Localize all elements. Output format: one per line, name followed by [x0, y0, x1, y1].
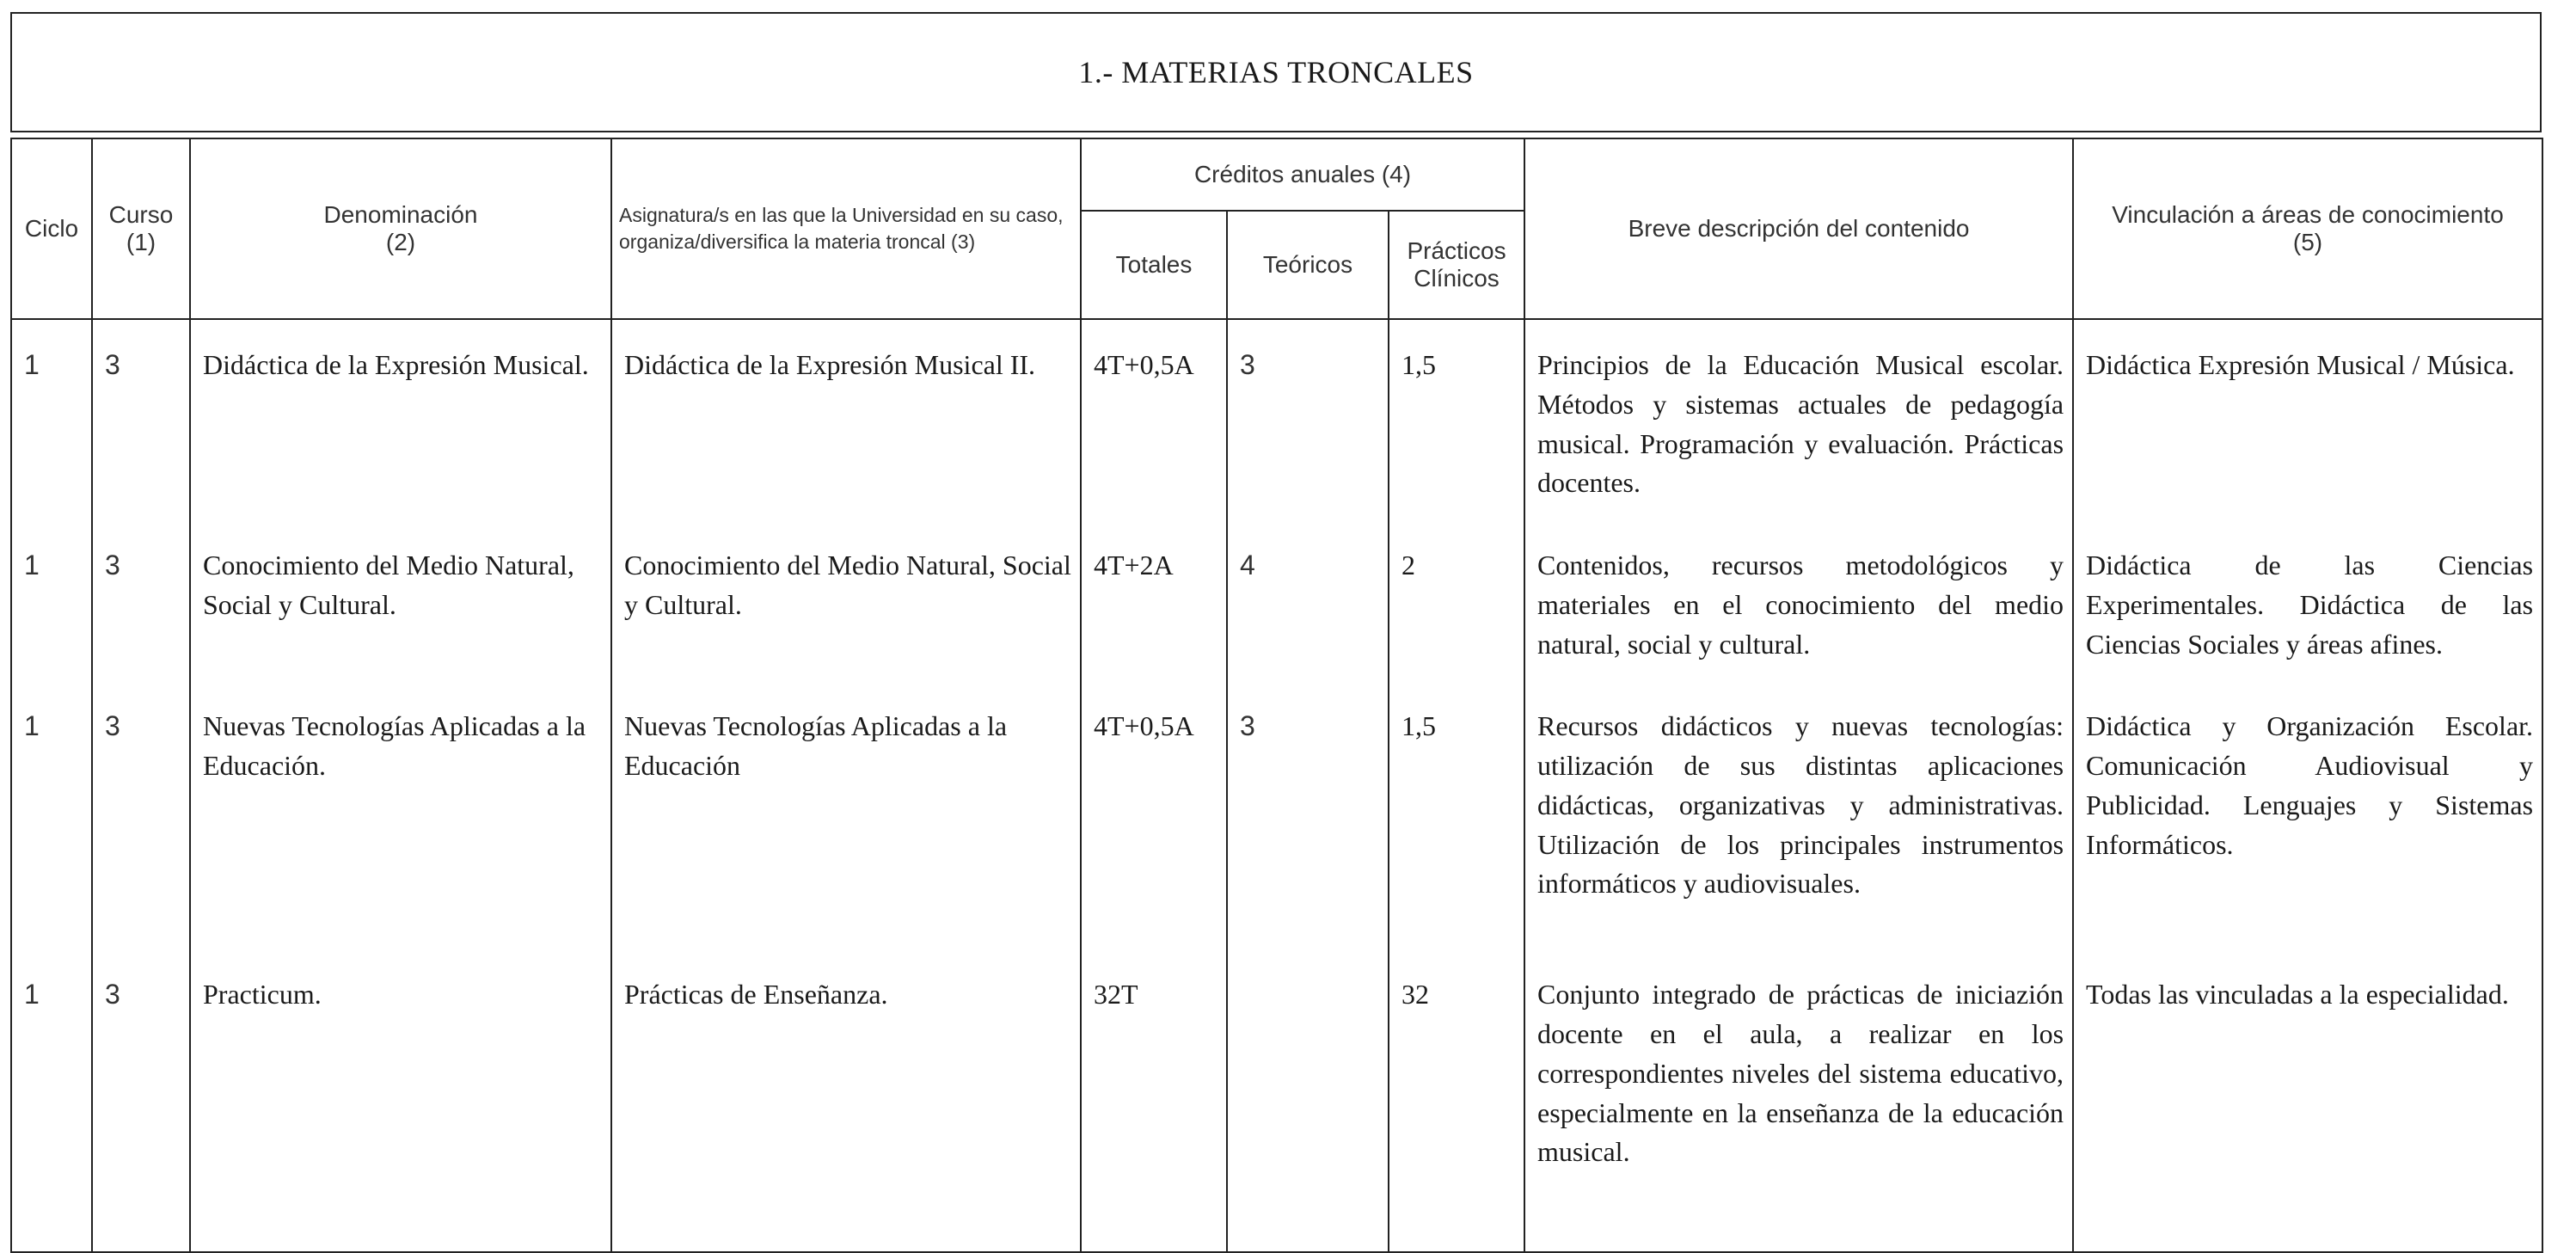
cell-curso: 3 [92, 953, 190, 1252]
cell-ciclo: 1 [11, 319, 92, 524]
cell-teoricos: 4 [1227, 524, 1389, 685]
cell-curso: 3 [92, 524, 190, 685]
cell-asignatura: Conocimiento del Medio Natural, Social y Cultural. [611, 524, 1081, 685]
header-curso: Curso (1) [92, 138, 190, 319]
header-descripcion: Breve descripción del contenido [1524, 138, 2073, 319]
header-teoricos: Teóricos [1227, 211, 1389, 319]
cell-practicos: 2 [1389, 524, 1524, 685]
header-vinculacion: Vinculación a áreas de conocimiento (5) [2073, 138, 2542, 319]
header-asignaturas: Asignatura/s en las que la Universidad en su caso, organiza/diversifica la materia troncal (3) [611, 138, 1081, 319]
header-denominacion: Denominación (2) [190, 138, 611, 319]
header-creditos: Créditos anuales (4) [1081, 138, 1524, 211]
cell-practicos: 32 [1389, 953, 1524, 1252]
header-ciclo: Ciclo [11, 138, 92, 319]
document-page [10, 12, 2545, 1233]
cell-vinculacion: Todas las vinculadas a la especialidad. [2073, 953, 2542, 1252]
cell-denominacion: Didáctica de la Expresión Musical. [190, 319, 611, 524]
cell-vinculacion: Didáctica y Organización Escolar. Comunicación Audiovisual y Publicidad. Lenguajes y Sistemas Informáticos. [2073, 685, 2542, 953]
table-row [11, 953, 2542, 1252]
cell-totales: 32T [1081, 953, 1227, 1252]
cell-totales: 4T+0,5A [1081, 319, 1227, 524]
cell-asignatura: Prácticas de Enseñanza. [611, 953, 1081, 1252]
cell-teoricos: 3 [1227, 319, 1389, 524]
materias-table [10, 138, 2543, 1253]
cell-ciclo: 1 [11, 685, 92, 953]
cell-descripcion: Conjunto integrado de prácticas de iniciazión docente en el aula, a realizar en los correspondientes niveles del sistema educativo, especialmente en la enseñanza de la educación musical. [1524, 953, 2073, 1252]
table-row [11, 685, 2542, 953]
section-title: 1.- MATERIAS TRONCALES [10, 12, 2542, 132]
cell-denominacion: Nuevas Tecnologías Aplicadas a la Educación. [190, 685, 611, 953]
cell-totales: 4T+0,5A [1081, 685, 1227, 953]
cell-vinculacion: Didáctica de las Ciencias Experimentales. Didáctica de las Ciencias Sociales y áreas afines. [2073, 524, 2542, 685]
cell-denominacion: Conocimiento del Medio Natural, Social y Cultural. [190, 524, 611, 685]
cell-vinculacion: Didáctica Expresión Musical / Música. [2073, 319, 2542, 524]
cell-denominacion: Practicum. [190, 953, 611, 1252]
cell-asignatura: Didáctica de la Expresión Musical II. [611, 319, 1081, 524]
cell-practicos: 1,5 [1389, 685, 1524, 953]
cell-descripcion: Principios de la Educación Musical escolar. Métodos y sistemas actuales de pedagogía musical. Programación y evaluación. Prácticas docentes. [1524, 319, 2073, 524]
cell-teoricos [1227, 953, 1389, 1252]
header-totales: Totales [1081, 211, 1227, 319]
table-row [11, 319, 2542, 524]
cell-asignatura: Nuevas Tecnologías Aplicadas a la Educación [611, 685, 1081, 953]
table-row [11, 524, 2542, 685]
cell-practicos: 1,5 [1389, 319, 1524, 524]
cell-descripcion: Contenidos, recursos metodológicos y materiales en el conocimiento del medio natural, social y cultural. [1524, 524, 2073, 685]
header-practicos: Prácticos Clínicos [1389, 211, 1524, 319]
cell-curso: 3 [92, 685, 190, 953]
cell-descripcion: Recursos didácticos y nuevas tecnologías: utilización de sus distintas aplicaciones didácticas, organizativas y administrativas. Utilización de los principales instrumentos informáticos y audiovisuales. [1524, 685, 2073, 953]
cell-teoricos: 3 [1227, 685, 1389, 953]
cell-curso: 3 [92, 319, 190, 524]
cell-ciclo: 1 [11, 953, 92, 1252]
cell-ciclo: 1 [11, 524, 92, 685]
cell-totales: 4T+2A [1081, 524, 1227, 685]
